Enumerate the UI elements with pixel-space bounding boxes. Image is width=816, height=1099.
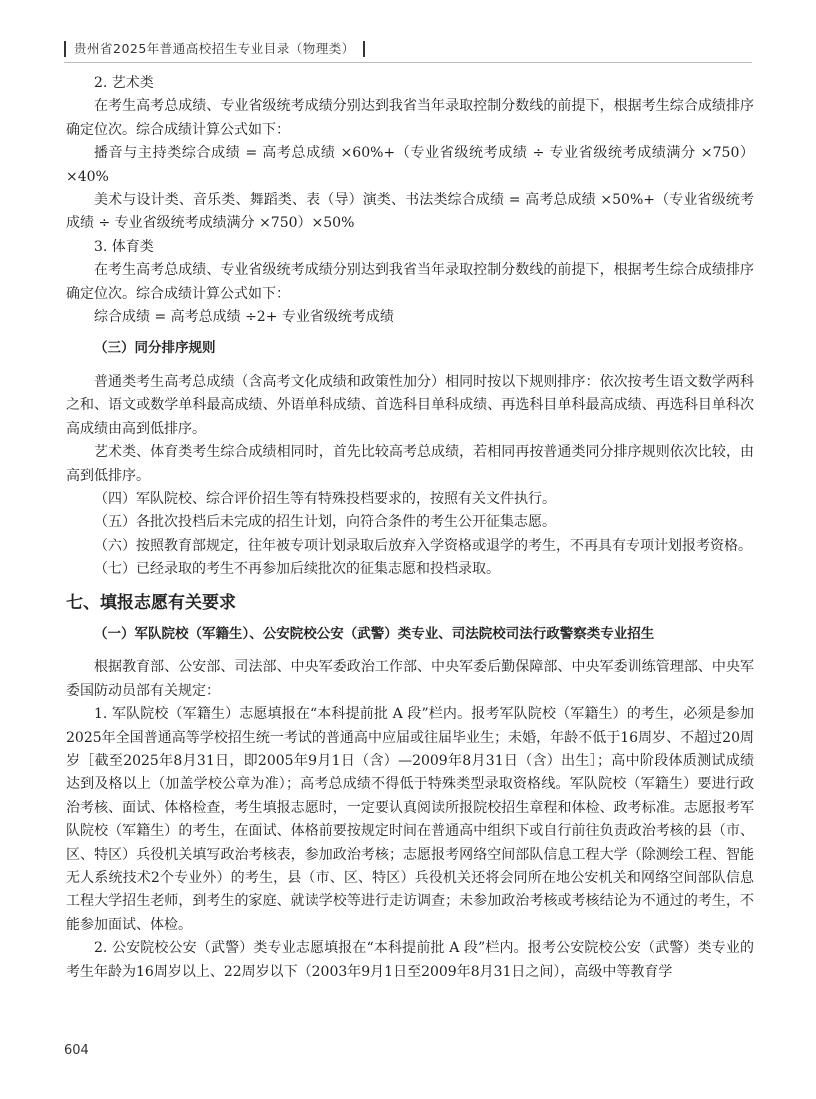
chapter-heading: 七、填报志愿有关要求	[66, 592, 236, 613]
subsection-sports: 3. 体育类	[94, 238, 154, 255]
running-header: 贵州省2025年普通高校招生专业目录（物理类）	[64, 41, 365, 57]
paragraph: 2. 公安院校公安（武警）类专业志愿填报在“本科提前批 A 段”栏内。报考公安院校公安（武警）类专业的考生年龄为16周岁以上、22周岁以下（2003年9月1日至2009年8月31日之间），高级中等教育学	[66, 940, 754, 980]
formula-broadcast: 播音与主持类综合成绩 = 高考总成绩 ×60%+（专业省级统考成绩 ÷ 专业省级统考成绩满分 ×750）×40%	[66, 145, 754, 185]
page-number: 604	[64, 1043, 89, 1058]
formula-art: 美术与设计类、音乐类、舞蹈类、表（导）演类、书法类综合成绩 = 高考总成绩 ×50%+（专业省级统考成绩 ÷ 专业省级统考成绩满分 ×750）×50%	[66, 192, 754, 232]
paragraph: （四）军队院校、综合评价招生等有特殊投档要求的，按照有关文件执行。	[94, 490, 556, 507]
paragraph: （七）已经录取的考生不再参加后续批次的征集志愿和投档录取。	[94, 561, 500, 578]
section-heading-military: （一）军队院校（军籍生）、公安院校公安（武警）类专业、司法院校司法行政警察类专业招生	[94, 625, 655, 642]
subsection-art: 2. 艺术类	[94, 75, 154, 91]
paragraph: （六）按照教育部规定，往年被专项计划录取后放弃入学资格或退学的考生，不再具有专项计划报考资格。	[94, 537, 752, 554]
paragraph: 1. 军队院校（军籍生）志愿填报在“本科提前批 A 段”栏内。报考军队院校（军籍生）的考生，必须是参加2025年全国普通高等学校招生统一考试的普通高中应届或往届毕业生；未婚，年龄不低于16周岁、不超过20周岁［截至2025年8月31日，即2005年9月1日（含）—2009年8月31日（含）出生］；高中阶段体质测试成绩达到及格以上（加盖学校公章为准）；高考总成绩不得低于特殊类型录取资格线。军队院校（军籍生）要进行政治考核、面试、体格检查，考生填报志愿时，一定要认真阅读所报院校招生章程和体检、政考标准。志愿报考军队院校（军籍生）的考生，在面试、体格前要按规定时间在普通高中组织下或自行前往负责政治考核的县（市、区、特区）兵役机关填写政治考核表，参加政治考核；志愿报考网络空间部队信息工程大学（除测绘工程、智能无人系统技术2个专业外）的考生，县（市、区、特区）兵役机关还将会同所在地公安机关和网络空间部队信息工程大学招生老师，到考生的家庭、就读学校等进行走访调查；未参加政治考核或考核结论为不通过的考生，不能参加面试、体检。	[66, 706, 754, 933]
paragraph: 艺术类、体育类考生综合成绩相同时，首先比较高考总成绩，若相同再按普通类同分排序规则依次比较，由高到低排序。	[66, 444, 754, 484]
paragraph: （五）各批次投档后未完成的招生计划，向符合条件的考生公开征集志愿。	[94, 514, 556, 531]
header-rule	[64, 62, 752, 63]
page-body	[66, 72, 754, 984]
section-heading-tie-rules: （三）同分排序规则	[94, 340, 216, 357]
paragraph: 普通类考生高考总成绩（含高考文化成绩和政策性加分）相同时按以下规则排序：依次按考生语文数学两科之和、语文或数学单科最高成绩、外语单科成绩、首选科目单科成绩、再选科目单科最高成绩、再选科目单科次高成绩由高到低排序。	[66, 373, 754, 437]
paragraph: 在考生高考总成绩、专业省级统考成绩分别达到我省当年录取控制分数线的前提下，根据考生综合成绩排序确定位次。综合成绩计算公式如下：	[66, 262, 754, 302]
formula-sports: 综合成绩 = 高考总成绩 ÷2+ 专业省级统考成绩	[94, 309, 394, 326]
paragraph: 在考生高考总成绩、专业省级统考成绩分别达到我省当年录取控制分数线的前提下，根据考生综合成绩排序确定位次。综合成绩计算公式如下：	[66, 98, 754, 138]
paragraph: 根据教育部、公安部、司法部、中央军委政治工作部、中央军委后勤保障部、中央军委训练管理部、中央军委国防动员部有关规定：	[66, 659, 754, 699]
